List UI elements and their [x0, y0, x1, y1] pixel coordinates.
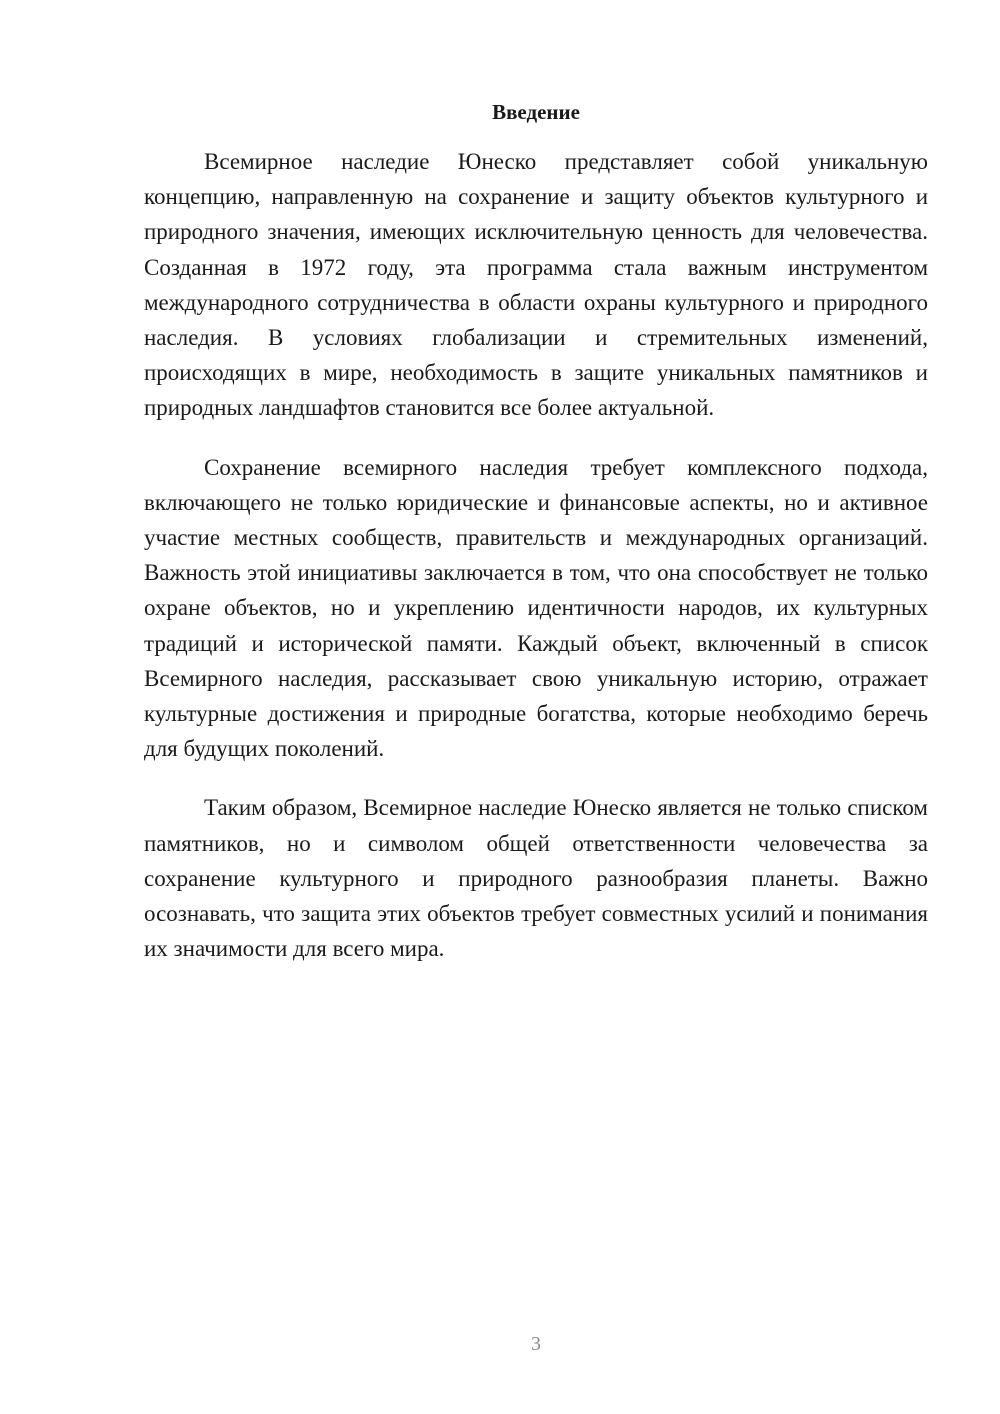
- section-title: Введение: [492, 100, 580, 124]
- page-number: 3: [531, 1333, 541, 1355]
- paragraph-3: Таким образом, Всемирное наследие Юнеско является не только списком памятников, но и символом общей ответственности человечества за сохранение культурного и природного разнообразия планеты. Важно осознавать, что защита этих объектов требует совместных усилий и понимания их значимости для всего мира.: [144, 795, 928, 962]
- paragraph-1: Всемирное наследие Юнеско представляет собой уникальную концепцию, направленную на сохранение и защиту объектов культурного и природного значения, имеющих исключительную ценность для человечества. Созданная в 1972 году, эта программа стала важным инструментом международного сотрудничества в области охраны культурного и природного наследия. В условиях глобализации и стремительных изменений, происходящих в мире, необходимость в защите уникальных памятников и природных ландшафтов становится все более актуальной.: [144, 149, 928, 421]
- document-body: [144, 144, 928, 990]
- paragraph-2: Сохранение всемирного наследия требует комплексного подхода, включающего не только юридические и финансовые аспекты, но и активное участие местных сообществ, правительств и международных организаций. Важность этой инициативы заключается в том, что она способствует не только охране объектов, но и укреплению идентичности народов, их культурных традиций и исторической памяти. Каждый объект, включенный в список Всемирного наследия, рассказывает свою уникальную историю, отражает культурные достижения и природные богатства, которые необходимо беречь для будущих поколений.: [144, 454, 928, 762]
